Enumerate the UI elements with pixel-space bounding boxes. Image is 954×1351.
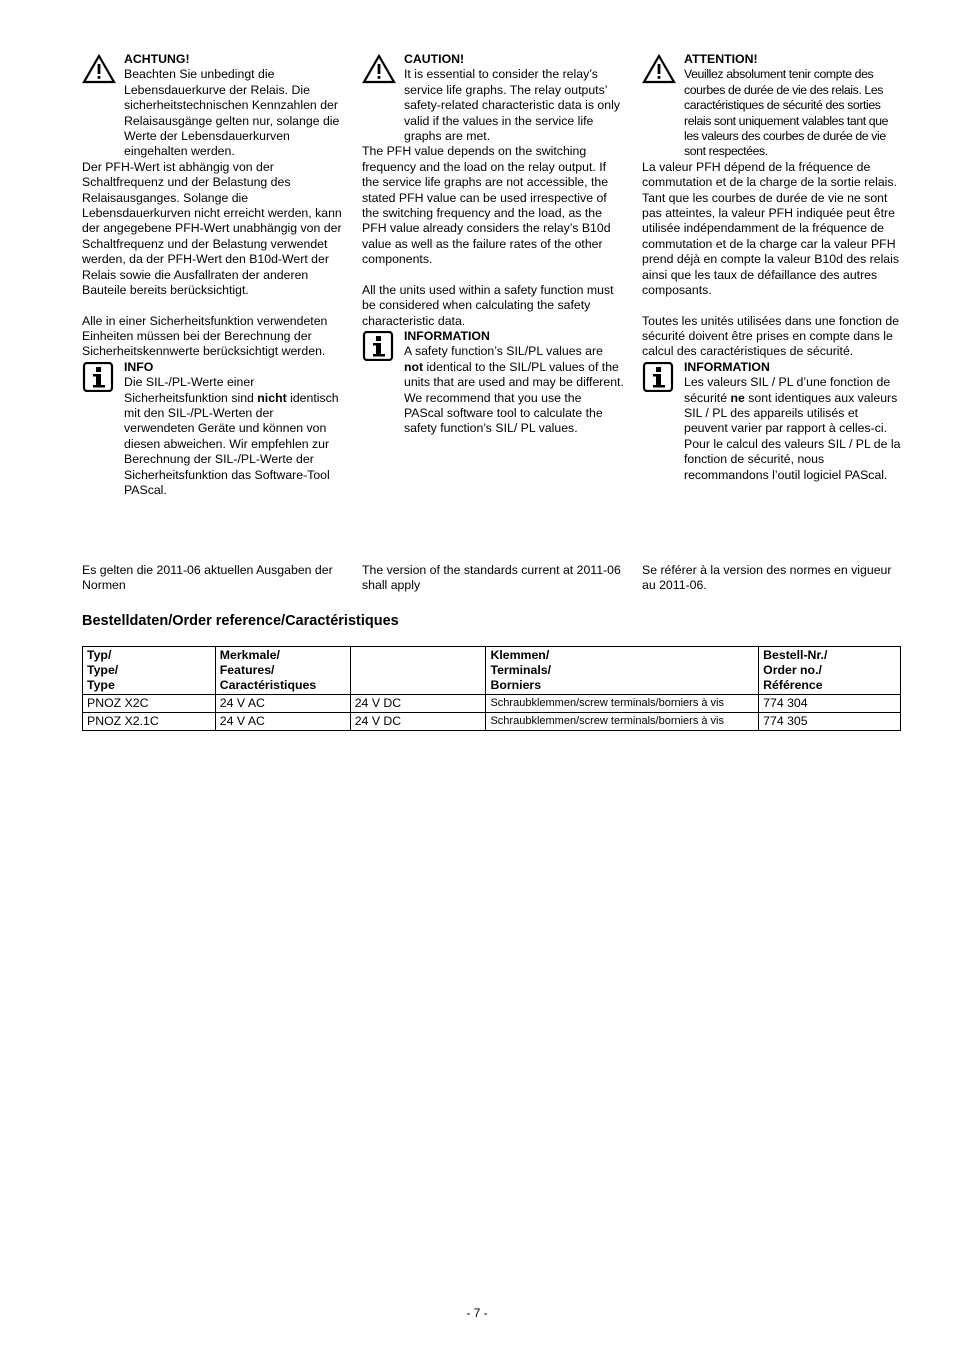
english-units-text: All the units used within a safety function must be considered when calculating the safety characteristic data. (362, 282, 614, 328)
english-caution-text: It is essential to consider the relay’s service life graphs. The relay outputs’ safety-related characteristic data is only valid if the values in the service life graphs are met. (404, 67, 620, 144)
order-table-header (83, 647, 901, 695)
french-column (642, 52, 904, 483)
french-pfh-text-1: La valeur PFH dépend de la fréquence de commutation et de la charge de la sortie relais. (642, 159, 897, 190)
cell-feature-dc: 24 V DC (350, 713, 486, 731)
german-info-heading: INFO (124, 359, 154, 374)
german-caution-text: Beachten Sie unbedingt die Lebensdauerkurve der Relais. Die sicherheitstechnischen Kennzahlen der Relaisausgänge gelten nur, solange die Werte der Lebensdauerkurven eingehalten werden. (124, 67, 340, 159)
german-units-text: Alle in einer Sicherheitsfunktion verwendeten Einheiten müssen bei der Berechnung der Sicherheitskennwerte berücksichtigt werden. (82, 313, 328, 359)
french-caution-notice (642, 52, 904, 160)
french-caution-heading: ATTENTION! (684, 52, 758, 66)
english-info-notice (362, 329, 624, 437)
page-number: - 7 - (466, 1306, 488, 1320)
german-info-text: Die SIL-/PL-Werte einer Sicherheitsfunktion sind nicht identisch mit den SIL-/PL-Werten der verwendeten Geräte und können von diesen abweichen. Wir empfehlen zur Berechnung der SIL-/PL-Werte der Sicherheitsfunktion das Software-Tool PAScal. (124, 375, 339, 497)
english-caution-heading: CAUTION! (404, 52, 465, 66)
german-pfh-text: Der PFH-Wert ist abhängig von der Schaltfrequenz und der Belastung des Relaisausganges. Solange die Lebensdauerkurven nicht erreicht werden, kann der angegebene PFH-Wert unabhängig von der Schaltfrequenz und der Belastung verwendet werden, da der PFH-Wert den B10d-Wert der Relais sowie die Ausfallraten der anderen Bauteile bereits berücksichtigt. (82, 159, 342, 298)
french-info-heading: INFORMATION (684, 359, 770, 374)
cell-order-no: 774 304 (759, 695, 901, 713)
table-row (83, 713, 901, 731)
french-info-text: Les valeurs SIL / PL d’une fonction de sécurité ne sont identiques aux valeurs SIL / PL des appareils utilisés et peuvent varier par rapport à celles-ci. Pour le calcul des valeurs SIL / PL de la fonction de sécurité, nous recommandons l’outil logiciel PAScal. (684, 375, 901, 482)
german-column (82, 52, 344, 498)
english-info-text: A safety function’s SIL/PL values are not identical to the SIL/PL values of the units that are used and may be different. We recommend that you use the PAScal software tool to calculate the safety function’s SIL/ PL values. (404, 344, 624, 436)
warning-triangle-icon (82, 54, 116, 84)
french-units-text: Toutes les unités utilisées dans une fonction de sécurité doivent être prises en compte dans le calcul des caractéristiques de sécurité. (642, 313, 900, 359)
cell-type: PNOZ X2.1C (83, 713, 216, 731)
german-caution-notice (82, 52, 344, 160)
table-row (83, 695, 901, 713)
info-icon (642, 362, 676, 392)
order-section-title: Bestelldaten/Order reference/Caractéristiques (82, 613, 399, 629)
english-standards-text: The version of the standards current at 2011-06 shall apply (362, 563, 621, 593)
header-features-2 (350, 647, 486, 695)
header-terminals: Klemmen/ Terminals/ Borniers (486, 647, 759, 695)
header-features: Merkmale/ Features/ Caractéristiques (215, 647, 350, 695)
english-caution-notice (362, 52, 624, 144)
order-table (82, 646, 901, 731)
header-order-no: Bestell-Nr./ Order no./ Référence (759, 647, 901, 695)
cell-type: PNOZ X2C (83, 695, 216, 713)
german-standards-text: Es gelten die 2011-06 aktuellen Ausgaben der Normen (82, 563, 333, 593)
french-caution-text: Veuillez absolument tenir compte des courbes de durée de vie des relais. Les caractéristiques de sécurité des sorties relais sont uniquement valables tant que les valeurs des courbes de durée de vie sont respectées. (684, 67, 889, 159)
warning-triangle-icon (642, 54, 676, 84)
english-info-heading: INFORMATION (404, 328, 490, 343)
info-icon (362, 331, 396, 361)
cell-feature-ac: 24 V AC (215, 713, 350, 731)
french-info-notice (642, 360, 904, 483)
french-standards-text: Se référer à la version des normes en vigueur au 2011-06. (642, 563, 892, 593)
english-pfh-text: The PFH value depends on the switching frequency and the load on the relay output. If the service life graphs are not accessible, the stated PFH value can be used irrespective of the switching frequency and the load, as the PFH value already considers the relay’s B10d value as well as the failure rates of the other components. (362, 144, 611, 267)
cell-terminals: Schraubklemmen/screw terminals/borniers à vis (486, 713, 759, 731)
cell-feature-dc: 24 V DC (350, 695, 486, 713)
french-pfh-text-2: Tant que les courbes de durée de vie ne sont pas atteintes, la valeur PFH indiquée peut être utilisée indépendamment de la fréquence de commutation et de la charge car la valeur PFH prend déjà en compte la valeur B10d des relais ainsi que les taux de défaillance des autres composants. (642, 190, 900, 298)
warning-triangle-icon (362, 54, 396, 84)
cell-feature-ac: 24 V AC (215, 695, 350, 713)
cell-terminals: Schraubklemmen/screw terminals/borniers à vis (486, 695, 759, 713)
info-icon (82, 362, 116, 392)
english-column (362, 52, 624, 437)
german-info-notice (82, 360, 344, 499)
cell-order-no: 774 305 (759, 713, 901, 731)
german-caution-heading: ACHTUNG! (124, 52, 190, 66)
header-type: Typ/ Type/ Type (83, 647, 216, 695)
